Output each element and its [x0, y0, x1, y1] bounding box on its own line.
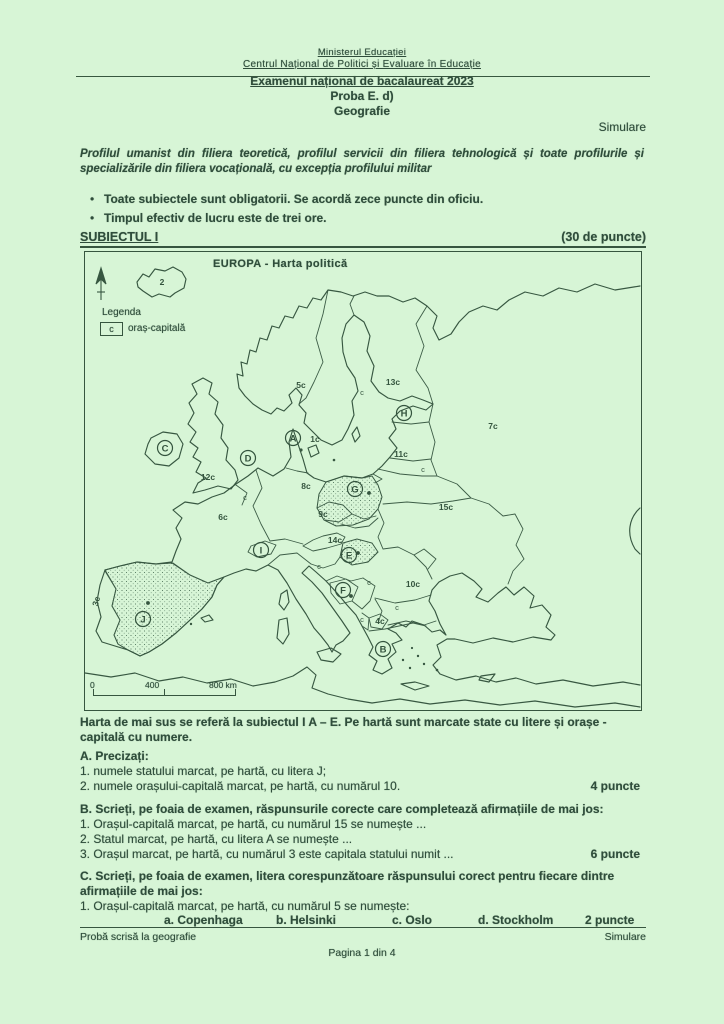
bullet-icon: • — [90, 211, 95, 225]
sectionA-heading: A. Precizați: — [80, 749, 149, 763]
list-item: • Toate subiectele sunt obligatorii. Se acordă zece puncte din oficiu. — [90, 192, 484, 206]
header-divider — [76, 76, 650, 77]
sectionA-points: 4 puncte — [590, 779, 640, 793]
capital-city-mark: c — [421, 465, 425, 474]
capital-city-mark: c — [360, 388, 364, 397]
capital-number-marker-10c: 10c — [405, 579, 421, 589]
capital-number-marker-9c: 9c — [318, 509, 328, 519]
profile-note: Profilul umanist din filiera teoretică, profilul servicii din filiera tehnologică și toate profilurile și specializările din filiera vocațională, cu excepția profilului militar — [80, 148, 644, 175]
option-a: a. Copenhaga — [164, 913, 243, 927]
balearics — [201, 615, 213, 622]
svg-text:J: J — [140, 614, 146, 626]
subject1-title: SUBIECTUL I — [80, 230, 159, 244]
sectionB-points: 6 puncte — [590, 847, 640, 861]
capital-number-marker-15c: 15c — [438, 502, 454, 512]
capital-dot — [349, 594, 353, 598]
capital-number-marker-7c: 7c — [488, 421, 498, 431]
scale-tick — [235, 689, 236, 696]
svg-text:D: D — [244, 453, 252, 465]
capital-number-marker-13c: 13c — [385, 377, 401, 387]
scale-tick — [164, 689, 165, 696]
footer-divider — [80, 927, 646, 928]
capital-number-marker-2: 2 — [159, 277, 165, 287]
africa-coastline — [85, 667, 640, 707]
subject1-heading-row — [80, 230, 646, 248]
capital-dot — [146, 601, 150, 605]
scale-zero-label: 0 — [90, 680, 95, 690]
svg-text:G: G — [351, 484, 359, 496]
capital-city-mark: c — [395, 603, 399, 612]
corsica — [279, 590, 289, 610]
scale-mid-label: 400 — [145, 680, 160, 690]
capital-number-marker-14c: 14c — [327, 535, 343, 545]
ministry-line: Ministerul Educației — [317, 47, 407, 58]
north-arrow-icon — [96, 268, 106, 300]
document-header — [0, 47, 724, 118]
legend-symbol-box: c — [100, 322, 123, 336]
crete — [401, 682, 429, 690]
footer-left: Probă scrisă la geografie — [80, 931, 197, 943]
center-line: Centrul Național de Politici și Evaluare în Educație — [243, 59, 481, 70]
sectionB-heading: B. Scrieți, pe foaia de examen, răspunsurile corecte care completează afirmațiile de mai jos: — [80, 802, 604, 816]
capital-number-marker-6c: 6c — [218, 512, 228, 522]
instructions-list — [90, 192, 640, 230]
capital-number-marker-8c: 8c — [301, 481, 311, 491]
capital-city-mark: c — [360, 615, 364, 624]
legend-title: Legenda — [102, 307, 141, 318]
state-letter-marker-B — [376, 642, 391, 657]
state-letter-marker-D — [241, 451, 256, 466]
bullet-icon: • — [90, 192, 95, 206]
state-letter-marker-A — [286, 431, 301, 446]
scale-tick — [93, 689, 94, 696]
state-letter-marker-C — [158, 441, 173, 456]
scale-end-label: 800 km — [209, 680, 237, 690]
svg-text:F: F — [340, 585, 346, 597]
map-canvas — [85, 252, 641, 710]
caspian-shore — [630, 508, 640, 554]
capital-number-marker-3c: 3c — [90, 595, 103, 608]
capital-city-mark: c — [317, 562, 321, 571]
gotland-island — [352, 427, 360, 442]
svg-text:E: E — [345, 550, 353, 562]
sectionA-item2-row: 2. numele orașului-capitală marcat, pe hartă, cu numărul 10. 4 puncte — [80, 779, 640, 793]
map-intro: Harta de mai sus se referă la subiectul I A – E. Pe hartă sunt marcate state cu litere și orașe - capitală cu numere. — [80, 715, 607, 744]
aegean-islets — [190, 448, 439, 671]
sicily — [317, 648, 341, 662]
sectionB-item3-row: 3. Orașul marcat, pe hartă, cu numărul 3 este capitala statului numit ... 6 puncte — [80, 847, 640, 861]
proba-line: Proba E. d) — [330, 89, 394, 103]
session-label: Simulare — [598, 120, 646, 134]
list-item: • Timpul efectiv de lucru este de trei ore. — [90, 211, 327, 225]
svg-text:H: H — [400, 408, 408, 420]
svg-text:B: B — [379, 644, 387, 656]
subject1-points: (30 de puncte) — [561, 230, 646, 244]
sectionC-points: 2 puncte — [585, 913, 635, 927]
page-number: Pagina 1 din 4 — [328, 947, 396, 959]
capital-dot — [367, 491, 371, 495]
sectionA-item1: 1. numele statului marcat, pe hartă, cu litera J; — [80, 764, 327, 778]
sectionC-heading: C. Scrieți, pe foaia de examen, litera corespunzătoare răspunsului corect pentru fiecare dintre afirmațiile de mai jos: — [80, 869, 615, 898]
footer-right: Simulare — [604, 931, 646, 943]
legend-label: oraș-capitală — [128, 323, 186, 334]
europe-political-map — [84, 251, 642, 711]
capital-number-marker-5c: 5c — [296, 380, 306, 390]
subject-line: Geografie — [333, 104, 390, 118]
option-c: c. Oslo — [392, 913, 433, 927]
capital-dot — [356, 551, 360, 555]
svg-text:A: A — [289, 433, 297, 445]
svg-text:C: C — [161, 443, 169, 455]
capital-city-mark: c — [367, 578, 371, 587]
sectionC-item1: 1. Orașul-capitală marcat, pe hartă, cu numărul 5 se numește: — [80, 899, 410, 913]
state-letter-marker-F — [336, 583, 353, 598]
capital-number-marker-12c: 12c — [200, 472, 216, 482]
sectionB-item2: 2. Statul marcat, pe hartă, cu litera A se numește ... — [80, 832, 353, 846]
map-title: EUROPA - Harta politică — [213, 258, 348, 270]
capital-number-marker-4c: 4c — [375, 616, 385, 626]
svg-text:I: I — [259, 545, 263, 557]
sectionB-item1: 1. Orașul-capitală marcat, pe hartă, cu numărul 15 se numește ... — [80, 817, 427, 831]
option-d: d. Stockholm — [478, 913, 554, 927]
capital-number-marker-11c: 11c — [394, 449, 408, 459]
exam-title: Examenul național de bacalaureat 2023 — [250, 74, 474, 88]
zealand-island — [308, 445, 319, 457]
capital-city-mark: c — [243, 493, 247, 502]
state-letter-marker-I — [254, 543, 269, 558]
option-b: b. Helsinki — [276, 913, 337, 927]
sardinia — [277, 618, 289, 644]
capital-number-marker-1c: 1c — [310, 434, 320, 444]
